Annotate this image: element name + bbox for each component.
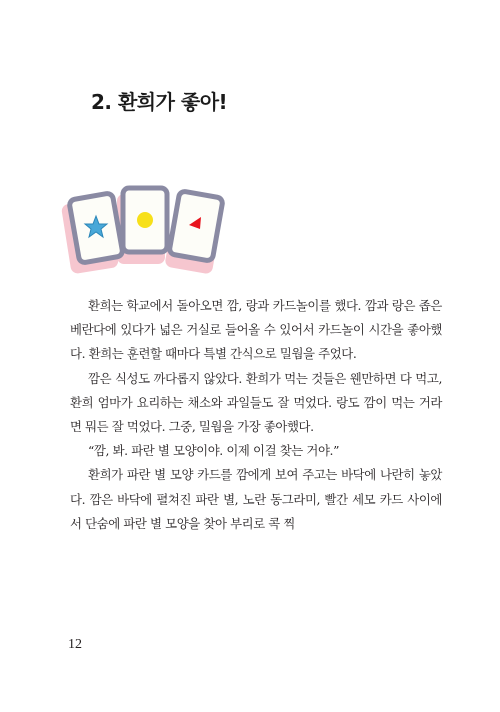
card-star	[69, 193, 123, 264]
chapter-title: 2. 환희가 좋아!	[91, 90, 228, 114]
page-number: 12	[68, 637, 82, 652]
card-triangle	[169, 191, 223, 262]
paragraph-4: 환희가 파란 별 모양 카드를 깜에게 보여 주고는 바닥에 나란히 놓았다. 깜은 바닥에 펼쳐진 파란 별, 노란 동그라미, 빨간 세모 카드 사이에서 단숨에 파란 별 모양을 찾아 부리로 콕 찍	[70, 467, 442, 531]
card-illustration-svg	[60, 176, 230, 276]
card-circle	[123, 188, 167, 252]
paragraph-3-dialogue: “깜, 봐. 파란 별 모양이야. 이제 이걸 찾는 거야.”	[88, 443, 340, 459]
paragraph-2: 깜은 식성도 까다롭지 않았다. 환희가 먹는 것들은 웬만하면 다 먹고, 환희 엄마가 요리하는 채소와 과일들도 잘 먹었다. 랑도 깜이 먹는 거라면 뭐든 잘 먹었다. 그중, 밀웜을 가장 좋아했다.	[70, 370, 442, 435]
paragraph-1: 환희는 학교에서 돌아오면 깜, 랑과 카드놀이를 했다. 깜과 랑은 좁은 베란다에 있다가 넓은 거실로 들어올 수 있어서 카드놀이 시간을 좋아했다. 환희는 훈련할 때마다 특별 간식으로 밀웜을 주었다.	[70, 298, 442, 362]
body-text	[70, 294, 442, 536]
yellow-circle-icon	[137, 212, 153, 228]
card-illustration	[60, 176, 230, 276]
